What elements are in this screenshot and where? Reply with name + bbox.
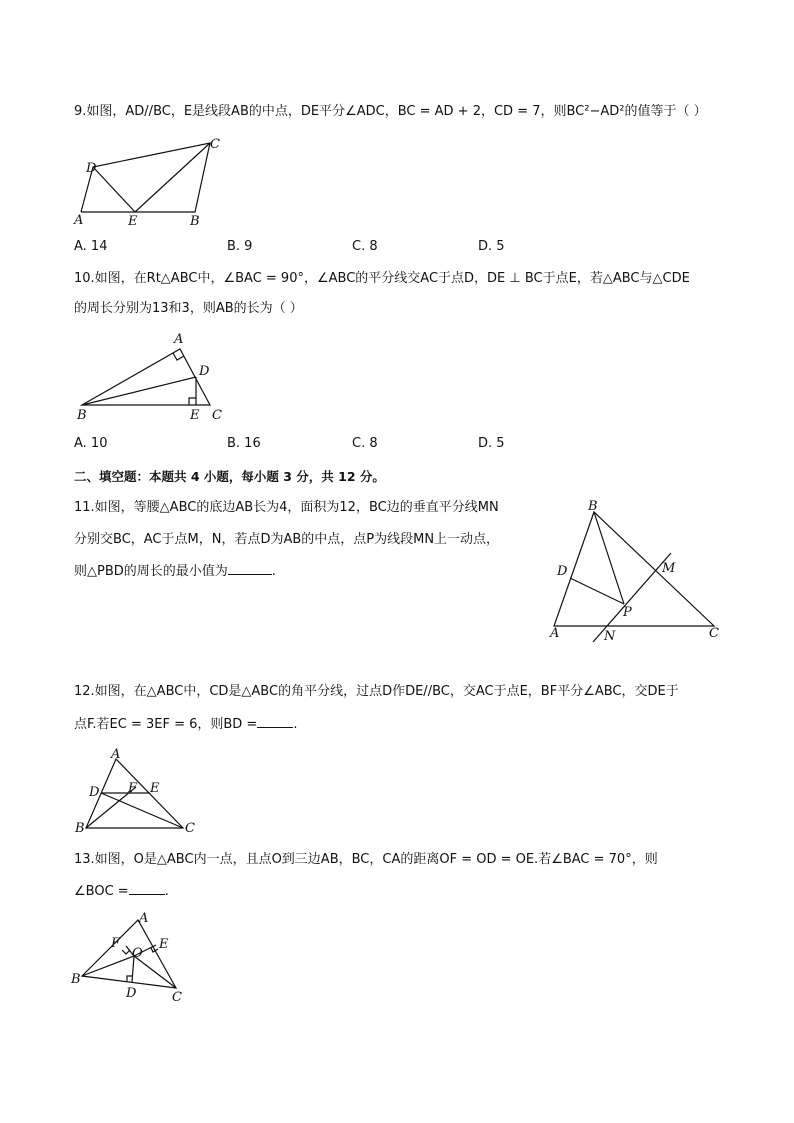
q9-figure xyxy=(70,132,240,232)
q11-line1: 11.如图，等腰△ABC的底边AB长为4，面积为12，BC边的垂直平分线MN xyxy=(74,500,499,515)
q10-label-b: B xyxy=(77,408,87,423)
q10-option-d[interactable]: D. 5 xyxy=(478,436,505,451)
q11-answer-blank[interactable] xyxy=(228,562,272,575)
q11-label-a: A xyxy=(550,626,560,641)
q10-option-a[interactable]: A. 10 xyxy=(74,436,108,451)
q11-triangle xyxy=(554,512,714,626)
q12-figure xyxy=(72,745,202,840)
q12-segment-cd xyxy=(101,793,183,828)
q10-label-a: A xyxy=(174,332,184,347)
q10-right-angle-e xyxy=(189,398,196,405)
q10-label-d: D xyxy=(199,364,210,379)
q9-segment-de xyxy=(93,167,135,212)
q9-option-c[interactable]: C. 8 xyxy=(352,239,378,254)
q11-label-c: C xyxy=(709,626,719,641)
q13-line1: 13.如图，O是△ABC内一点，且点O到三边AB，BC，CA的距离OF = OD = OE.若∠BAC = 70°，则 xyxy=(74,852,658,867)
q13-label-b: B xyxy=(71,972,81,987)
q9-label-b: B xyxy=(190,214,200,229)
q12-label-d: D xyxy=(89,785,100,800)
q12-line1: 12.如图，在△ABC中，CD是△ABC的角平分线，过点D作DE//BC，交AC于点E，BF平分∠ABC，交DE于 xyxy=(74,684,679,699)
q12-label-b: B xyxy=(75,821,85,836)
q11-segment-dp xyxy=(570,578,624,604)
q10-option-c[interactable]: C. 8 xyxy=(352,436,378,451)
q10-option-b[interactable]: B. 16 xyxy=(227,436,261,451)
q11-label-p: P xyxy=(623,605,632,620)
q9-label-d: D xyxy=(86,161,97,176)
q13-line2 xyxy=(74,882,169,901)
q12-line2 xyxy=(74,715,297,734)
q9-segment-ec xyxy=(135,143,210,212)
q11-line3-text: 则△PBD的周长的最小值为 xyxy=(74,564,228,579)
q9-option-d[interactable]: D. 5 xyxy=(478,239,505,254)
q12-answer-blank[interactable] xyxy=(257,715,293,728)
section-heading: 二、填空题：本题共 4 小题，每小题 3 分，共 12 分。 xyxy=(74,469,385,484)
q9-label-a: A xyxy=(74,213,84,228)
q11-label-b: B xyxy=(588,499,598,514)
q12-line2-text: 点F.若EC = 3EF = 6，则BD = xyxy=(74,717,258,732)
q13-figure xyxy=(70,908,200,1008)
q13-label-o: O xyxy=(132,946,143,961)
q13-right-angle-d xyxy=(127,976,132,981)
q9-label-e: E xyxy=(128,214,138,229)
q13-line2-text: ∠BOC = xyxy=(74,884,129,899)
q13-label-f: F xyxy=(111,936,121,951)
q11-line2: 分别交BC，AC于点M，N，若点D为AB的中点，点P为线段MN上一动点， xyxy=(74,532,500,547)
q11-label-d: D xyxy=(557,564,568,579)
q10-segment-bd xyxy=(82,377,196,405)
q11-line3-end: . xyxy=(271,564,276,579)
q9-label-c: C xyxy=(210,137,220,152)
q13-label-c: C xyxy=(172,990,182,1005)
q9-option-a[interactable]: A. 14 xyxy=(74,239,108,254)
q10-label-c: C xyxy=(212,408,222,423)
q13-label-d: D xyxy=(126,986,137,1001)
q12-line2-end: . xyxy=(293,717,298,732)
q11-figure xyxy=(545,500,735,645)
q12-label-c: C xyxy=(185,821,195,836)
q11-line3 xyxy=(74,562,276,581)
q10-stem-line1: 10.如图，在Rt△ABC中，∠BAC = 90°，∠ABC的平分线交AC于点D，DE ⊥ BC于点E，若△ABC与△CDE xyxy=(74,271,690,286)
q10-label-e: E xyxy=(190,408,200,423)
q10-stem-line2: 的周长分别为13和3，则AB的长为（ ） xyxy=(74,301,303,316)
q13-answer-blank[interactable] xyxy=(129,882,165,895)
q13-label-a: A xyxy=(139,911,149,926)
q11-label-n: N xyxy=(604,629,616,644)
q13-label-e: E xyxy=(159,937,169,952)
q13-line2-end: . xyxy=(164,884,169,899)
q10-figure xyxy=(72,330,232,425)
q11-label-m: M xyxy=(662,561,676,576)
q9-stem: 9.如图，AD//BC，E是线段AB的中点，DE平分∠ADC，BC = AD + 2，CD = 7，则BC²−AD²的值等于（ ） xyxy=(74,104,707,119)
q12-label-a: A xyxy=(111,747,121,762)
q12-label-f: F xyxy=(128,781,138,796)
q13-segment-bo xyxy=(82,956,134,976)
q13-right-angle-f xyxy=(122,950,130,954)
q9-option-b[interactable]: B. 9 xyxy=(227,239,253,254)
q12-label-e: E xyxy=(150,781,160,796)
q10-triangle xyxy=(82,349,210,405)
